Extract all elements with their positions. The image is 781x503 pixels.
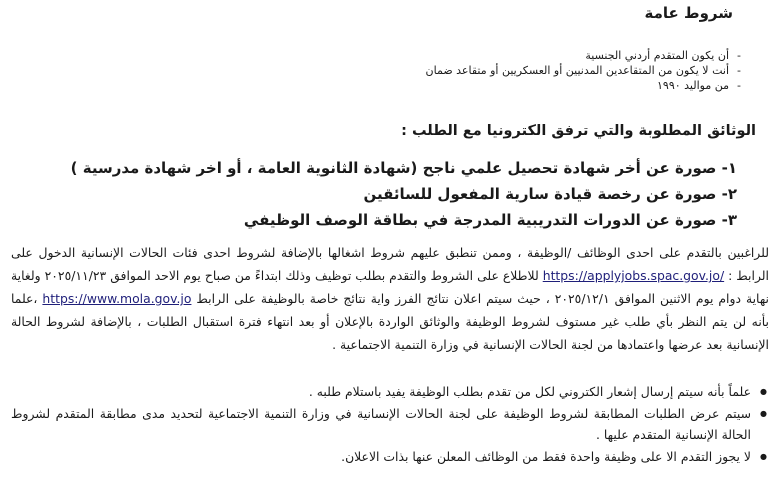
paragraph-text: للراغبين بالتقدم على احدى الوظائف /الوظيفة ، وممن تنطبق عليهم شروط اشغالها بالإضافة لشروط احدى فئات الحالات الإنسانية الدخول على الرابط :: [11, 245, 770, 283]
note-item: ● سيتم عرض الطلبات المطابقة لشروط الوظيفة على لجنة الحالات الإنسانية في وزارة التنمية الاجتماعية لتحديد مدى مطابقة المتقدم لشروط الحالة الإنسانية المتقدم عليها .: [11, 403, 751, 446]
required-documents-list: [71, 155, 737, 233]
required-documents-heading: الوثائق المطلوبة والتي ترفق الكترونيا مع الطلب :: [401, 123, 756, 139]
condition-item: - أن يكون المتقدم أردني الجنسية: [426, 48, 741, 63]
general-conditions-title: شروط عامة: [644, 4, 733, 22]
application-paragraph: [11, 241, 769, 356]
note-item: ● علماً بأنه سيتم إرسال إشعار الكتروني لكل من تقدم بطلب الوظيفة يفيد باستلام طلبه .: [11, 381, 751, 403]
general-conditions-list: [426, 48, 741, 93]
paragraph-text: ،علما بأنه لن يتم النظر بأي طلب غير مستوف لشروط الوظيفة والوثائق الواردة بالإعلان أو بعد انتهاء فترة استقبال الطلبات ، بالإضافة لشروط الحالة الإنسانية بعد عرضها واعتمادها من لجنة الحالات الإنسانية في وزارة التنمية الاجتماعية .: [11, 291, 769, 352]
document-item: ٢- صورة عن رخصة قيادة سارية المفعول للسائقين: [363, 185, 737, 203]
document-item: ١- صورة عن أخر شهادة تحصيل علمي ناجح (شهادة الثانوية العامة ، أو اخر شهادة مدرسية ): [70, 159, 737, 177]
note-item: ● لا يجوز التقدم الا على وظيفة واحدة فقط من الوظائف المعلن عنها بذات الاعلان.: [11, 446, 751, 468]
document-item: ٣- صورة عن الدورات التدريبية المدرجة في بطاقة الوصف الوظيفي: [243, 211, 737, 229]
ministry-link[interactable]: https://www.mola.gov.jo: [42, 291, 192, 306]
notes-list: [11, 381, 769, 467]
condition-item: - أنت لا يكون من المتقاعدين المدنيين أو العسكريين أو متقاعد ضمان: [426, 63, 741, 78]
paragraph-text: للاطلاع على الشروط والتقدم بطلب توظيف وذلك ابتداءً من صباح يوم الاحد الموافق ٢٠٢٥/١١/٢٣ ولغاية نهاية دوام يوم الاثنين الموافق ٢٠٢٥/١٢/١ ، حيث سيتم اعلان نتائج الفرز واية نتائج خاصة بالوظيفة على الرابط: [11, 268, 769, 306]
apply-link[interactable]: https://applyjobs.spac.gov.jo/: [542, 268, 725, 283]
condition-item: - من مواليد ١٩٩٠: [426, 78, 741, 93]
